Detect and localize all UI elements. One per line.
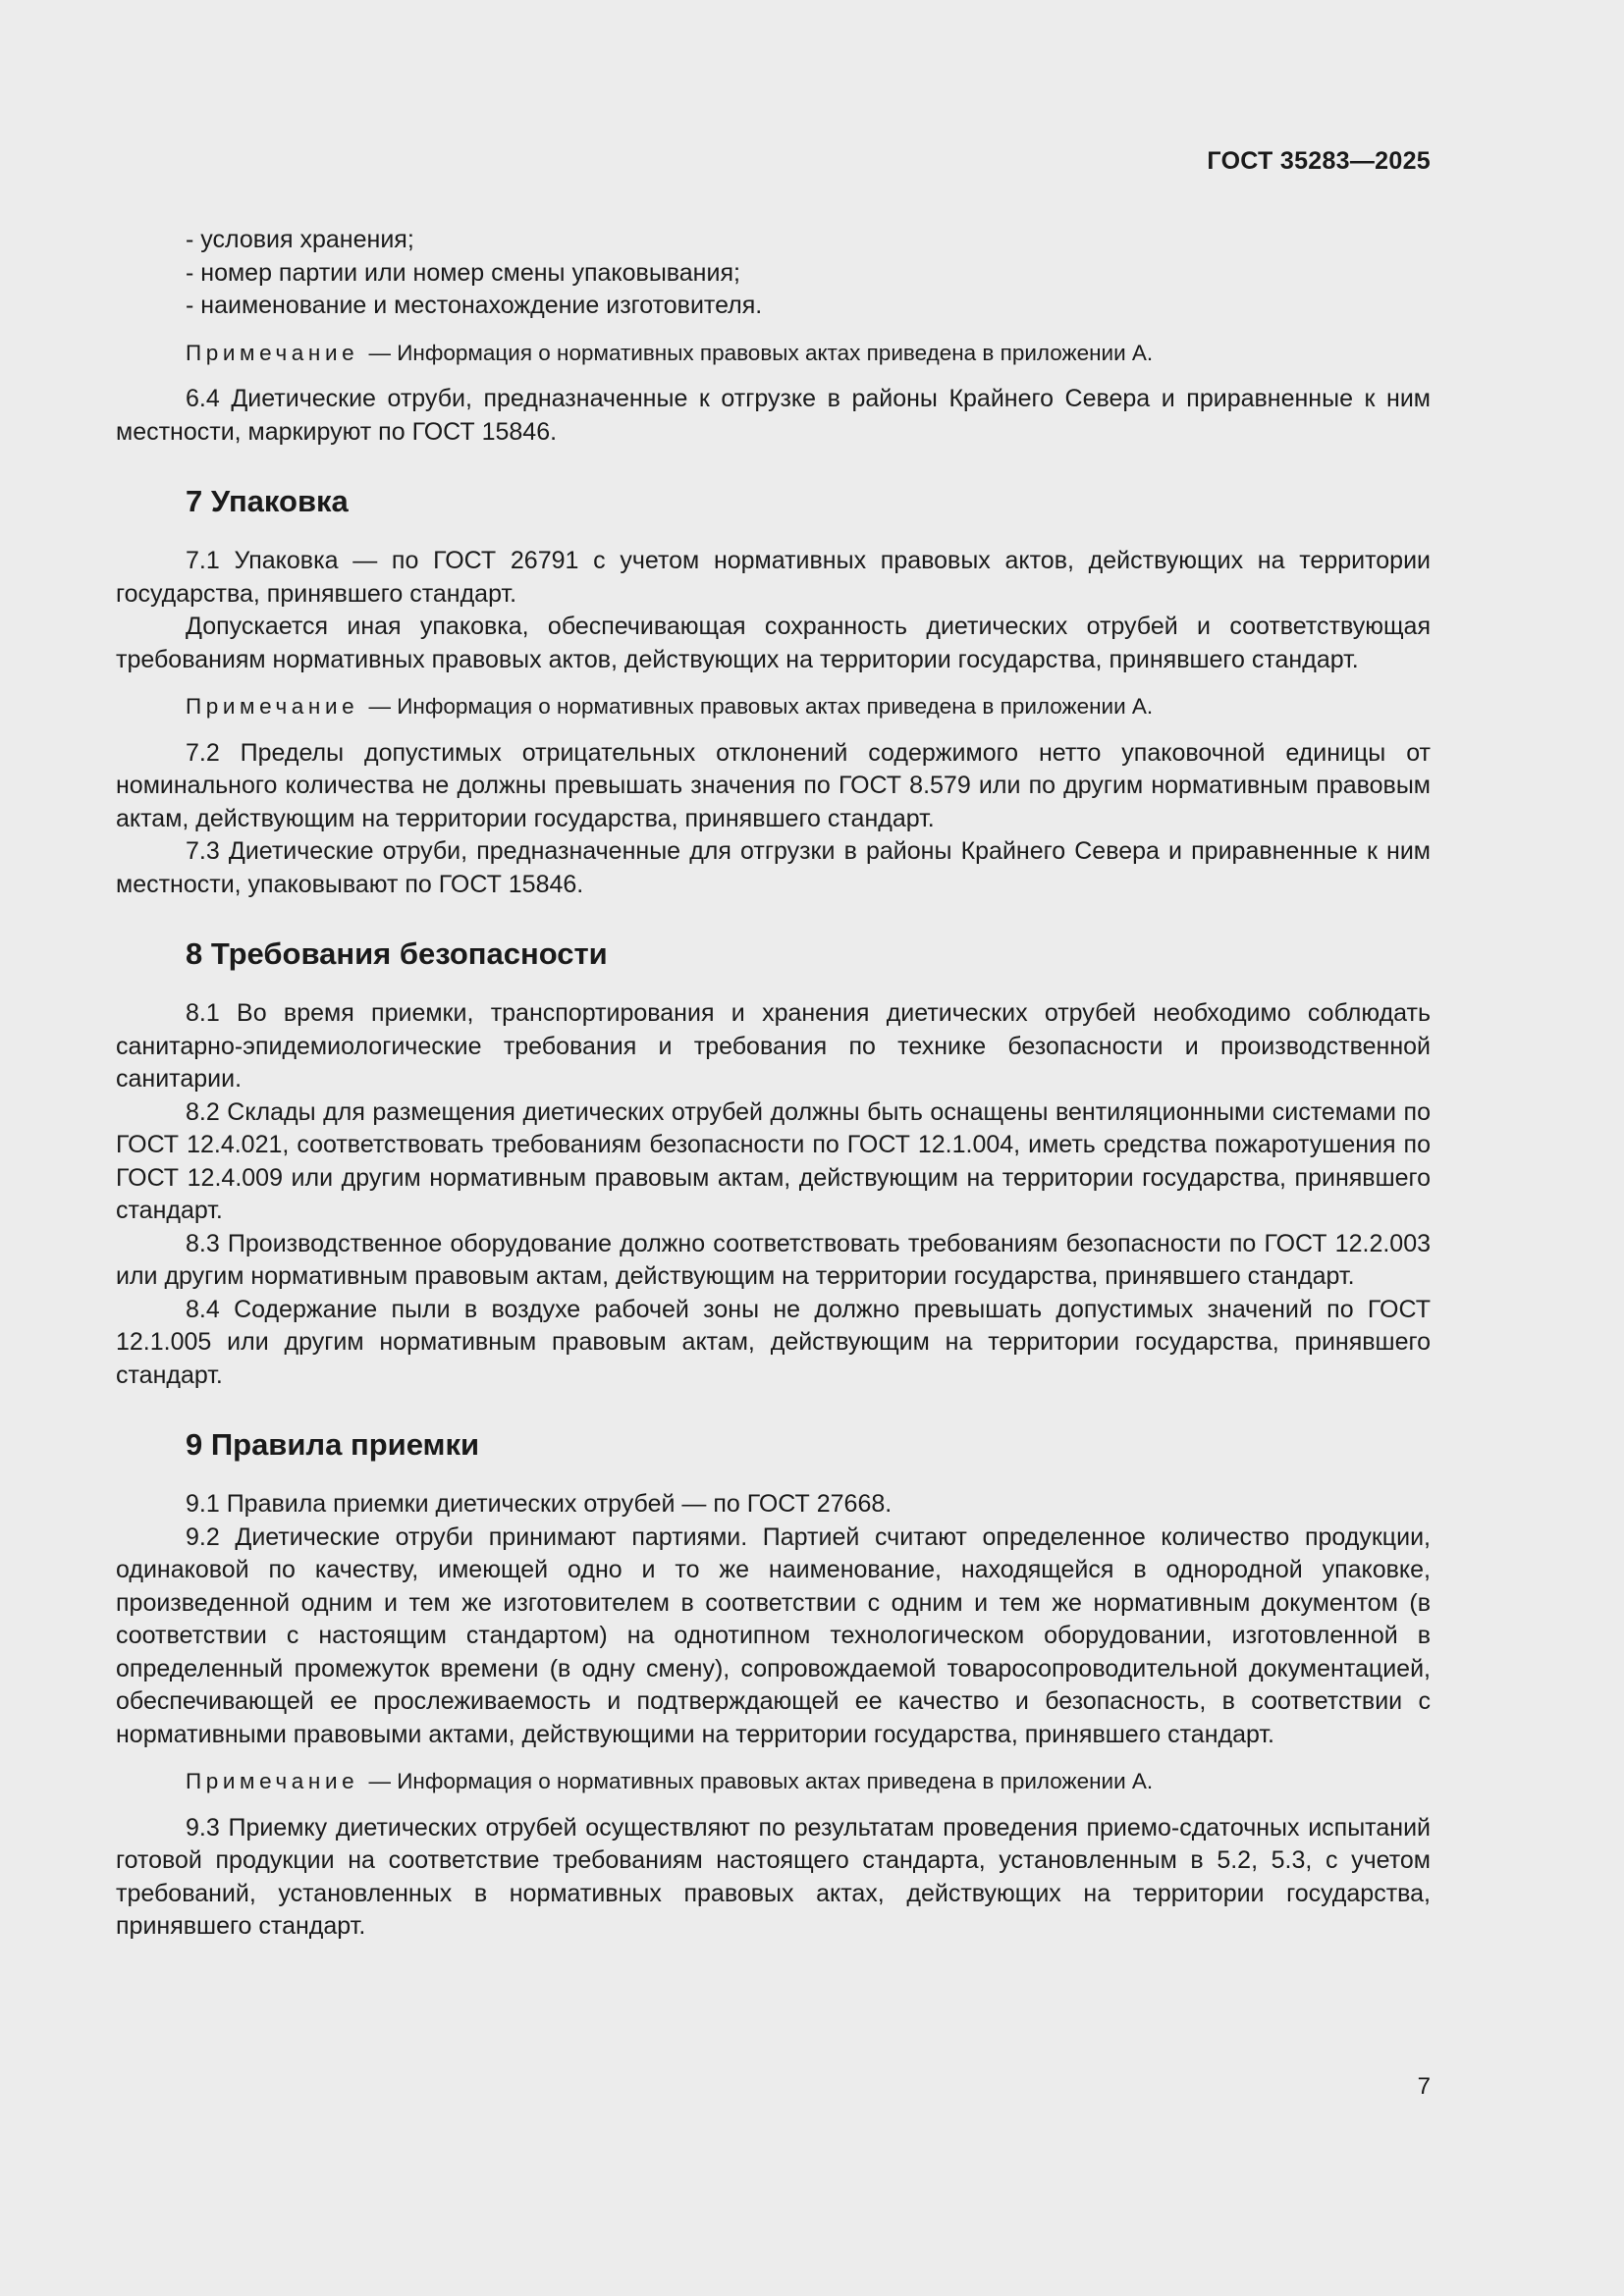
list-item: - наименование и местонахождение изготовителя. xyxy=(186,292,763,319)
note-label: Примечание xyxy=(186,1769,359,1793)
paragraph-6-4: 6.4 Диетические отруби, предназначенные к отгрузке в районы Крайнего Севера и приравненные к ним местности, маркируют по ГОСТ 15846. xyxy=(116,385,1431,446)
note xyxy=(116,337,1431,370)
paragraph-7-1-cont: Допускается иная упаковка, обеспечивающая сохранность диетических отрубей и соответствующая требованиям нормативных правовых актов, действующих на территории государства, принявшего стандарт. xyxy=(116,613,1431,673)
note-text: — Информация о нормативных правовых актах приведена в приложении А. xyxy=(368,340,1154,365)
document-body xyxy=(116,224,1431,1944)
paragraph-7-2: 7.2 Пределы допустимых отрицательных отклонений содержимого нетто упаковочной единицы от номинального количества не должны превышать значения по ГОСТ 8.579 или по другим нормативным правовым актам, действующим на территории государства, принявшего стандарт. xyxy=(116,738,1431,832)
paragraph-9-3: 9.3 Приемку диетических отрубей осуществляют по результатам проведения приемо-сдаточных испытаний готовой продукции на соответствие требованиям настоящего стандарта, установленным в 5.2, 5.3, с учетом требований, установленных в нормативных правовых актах, действующих на территории государства, принявшего стандарт. xyxy=(116,1813,1431,1940)
note-text: — Информация о нормативных правовых актах приведена в приложении А. xyxy=(368,1769,1154,1793)
paragraph-8-1: 8.1 Во время приемки, транспортирования и хранения диетических отрубей необходимо соблюдать санитарно-эпидемиологические требования и требования по технике безопасности и производственной санитарии. xyxy=(116,999,1431,1093)
list-item: - номер партии или номер смены упаковывания; xyxy=(186,258,740,287)
note-text: — Информация о нормативных правовых актах приведена в приложении А. xyxy=(368,694,1154,719)
note-label: Примечание xyxy=(186,340,359,365)
paragraph-8-2: 8.2 Склады для размещения диетических отрубей должны быть оснащены вентиляционными системами по ГОСТ 12.4.021, соответствовать требованиям безопасности по ГОСТ 12.1.004, иметь средства пожаротушения по ГОСТ 12.4.009 или другим нормативным правовым актам, действующим на территории государства, принявшего стандарт. xyxy=(116,1097,1431,1224)
paragraph-8-3: 8.3 Производственное оборудование должно соответствовать требованиям безопасности по ГОСТ 12.2.003 или другим нормативным правовым актам, действующим на территории государства, принявшего стандарт. xyxy=(116,1229,1431,1290)
note-label: Примечание xyxy=(186,694,359,719)
note xyxy=(116,690,1431,723)
section-9-heading: 9 Правила приемки xyxy=(186,1427,480,1462)
paragraph-7-1: 7.1 Упаковка — по ГОСТ 26791 с учетом нормативных правовых актов, действующих на территории государства, принявшего стандарт. xyxy=(116,547,1431,608)
page-number: 7 xyxy=(1417,2073,1431,2100)
list-item: - условия хранения; xyxy=(186,226,414,253)
section-7-heading: 7 Упаковка xyxy=(186,484,349,518)
paragraph-9-2: 9.2 Диетические отруби принимают партиями. Партией считают определенное количество продукции, одинаковой по качеству, имеющей одно и то же наименование, находящейся в однородной упаковке, произведенной одним и тем же изготовителем в соответствии с одним и тем же нормативным документом (в соответствии с настоящим стандартом) на однотипном технологическом оборудовании, изготовленной в определенный промежуток времени (в одну смену), сопровождаемой товаросопроводительной документацией, обеспечивающей ее прослеживаемость и подтверждающей ее качество и безопасность, в соответствии с нормативными правовыми актами, действующими на территории государства, принявшего стандарт. xyxy=(116,1522,1431,1748)
document-id: ГОСТ 35283—2025 xyxy=(1207,147,1431,175)
paragraph-8-4: 8.4 Содержание пыли в воздухе рабочей зоны не должно превышать допустимых значений по ГОСТ 12.1.005 или другим нормативным правовым актам, действующим на территории государства, принявшего стандарт. xyxy=(116,1295,1431,1389)
paragraph-7-3: 7.3 Диетические отруби, предназначенные для отгрузки в районы Крайнего Севера и приравненные к ним местности, упаковывают по ГОСТ 15846. xyxy=(116,837,1431,898)
note xyxy=(116,1765,1431,1798)
section-8-heading: 8 Требования безопасности xyxy=(186,936,608,971)
paragraph-9-1: 9.1 Правила приемки диетических отрубей — по ГОСТ 27668. xyxy=(186,1490,893,1518)
